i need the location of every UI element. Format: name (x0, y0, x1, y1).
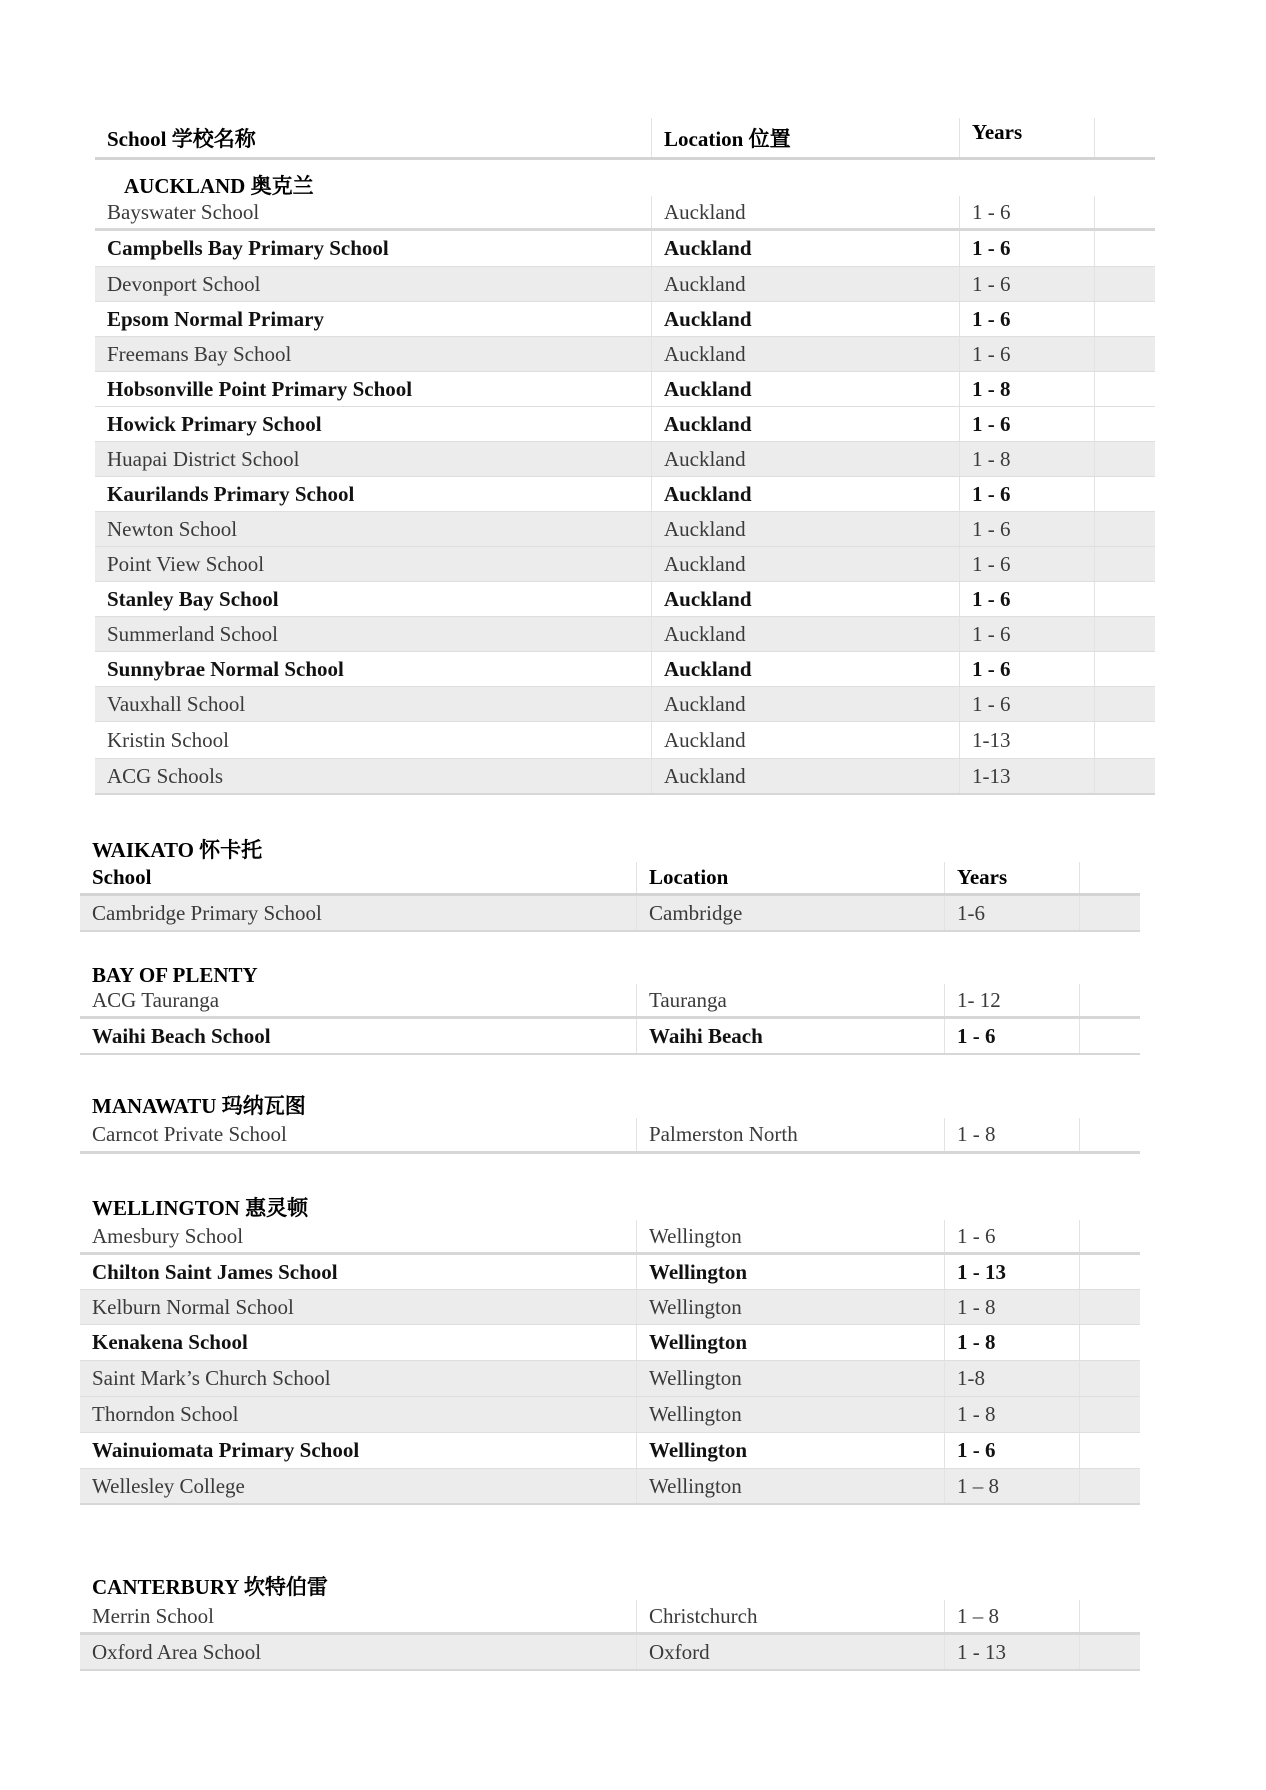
school-years: 1 – 8 (945, 1469, 1080, 1503)
school-years: 1 - 8 (945, 1118, 1080, 1151)
school-name: Sunnybrae Normal School (95, 652, 652, 686)
school-location: Christchurch (637, 1600, 945, 1632)
school-name: ACG Tauranga (80, 984, 637, 1016)
school-years: 1 – 8 (945, 1600, 1080, 1632)
school-name: Freemans Bay School (95, 337, 652, 371)
school-years: 1 - 6 (960, 687, 1095, 721)
school-name: Campbells Bay Primary School (95, 231, 652, 266)
school-years: 1 - 8 (945, 1290, 1080, 1324)
column-header-location: Location (637, 862, 945, 893)
table-row (80, 1397, 1140, 1433)
table-row (80, 1600, 1140, 1635)
school-location: Auckland (652, 442, 960, 476)
school-name: Cambridge Primary School (80, 896, 637, 930)
school-location: Cambridge (637, 896, 945, 930)
region-heading-canterbury: CANTERBURY 坎特伯雷 (92, 1575, 328, 1599)
school-years: 1-13 (960, 722, 1095, 758)
school-name: Summerland School (95, 617, 652, 651)
table-row (95, 337, 1155, 372)
school-years: 1 - 6 (960, 231, 1095, 266)
school-name: Amesbury School (80, 1220, 637, 1252)
table-row (80, 1635, 1140, 1671)
column-header-school: School 学校名称 (95, 118, 652, 157)
table-row (95, 196, 1155, 231)
school-name: Stanley Bay School (95, 582, 652, 616)
table-row (95, 687, 1155, 722)
column-header-years: Years (945, 862, 1080, 893)
table-row (95, 231, 1155, 267)
region-heading-bay-of-plenty: BAY OF PLENTY (92, 963, 258, 987)
school-years: 1-6 (945, 896, 1080, 930)
school-name: Kristin School (95, 722, 652, 758)
school-name: Thorndon School (80, 1397, 637, 1432)
table-row (80, 1118, 1140, 1154)
table-row (80, 1220, 1140, 1255)
school-years: 1 - 6 (960, 617, 1095, 651)
table-row (95, 617, 1155, 652)
table-row (95, 547, 1155, 582)
school-name: Point View School (95, 547, 652, 581)
table-header (95, 118, 1155, 160)
table-row (95, 582, 1155, 617)
table-row (95, 477, 1155, 512)
school-years: 1-13 (960, 759, 1095, 793)
school-name: Carncot Private School (80, 1118, 637, 1151)
school-location: Oxford (637, 1635, 945, 1669)
school-name: Hobsonville Point Primary School (95, 372, 652, 406)
table-row (95, 652, 1155, 687)
school-location: Auckland (652, 407, 960, 441)
canterbury-table (80, 1600, 1140, 1671)
table-row (95, 267, 1155, 302)
school-years: 1 - 6 (960, 652, 1095, 686)
wellington-table (80, 1220, 1140, 1505)
table-row (95, 722, 1155, 759)
school-name: Huapai District School (95, 442, 652, 476)
table-row (80, 1433, 1140, 1469)
table-header (80, 862, 1140, 896)
auckland-rows (95, 196, 1155, 795)
school-location: Wellington (637, 1361, 945, 1396)
school-name: Waihi Beach School (80, 1019, 637, 1053)
school-years: 1 - 6 (960, 407, 1095, 441)
school-location: Auckland (652, 722, 960, 758)
school-years: 1 - 6 (945, 1220, 1080, 1252)
school-years: 1 - 6 (960, 267, 1095, 301)
school-years: 1 - 8 (945, 1325, 1080, 1360)
school-name: Saint Mark’s Church School (80, 1361, 637, 1396)
school-location: Auckland (652, 687, 960, 721)
school-years: 1 - 8 (960, 372, 1095, 406)
school-name: Epsom Normal Primary (95, 302, 652, 336)
school-years: 1 - 6 (960, 512, 1095, 546)
school-years: 1 - 6 (960, 477, 1095, 511)
region-heading-wellington: WELLINGTON 惠灵顿 (92, 1196, 309, 1220)
school-location: Wellington (637, 1220, 945, 1252)
manawatu-table (80, 1118, 1140, 1154)
table-row (95, 407, 1155, 442)
school-location: Wellington (637, 1255, 945, 1289)
school-location: Auckland (652, 652, 960, 686)
school-location: Wellington (637, 1290, 945, 1324)
school-location: Auckland (652, 547, 960, 581)
school-name: Bayswater School (95, 196, 652, 228)
school-years: 1-8 (945, 1361, 1080, 1396)
table-row (80, 984, 1140, 1019)
school-name: Kaurilands Primary School (95, 477, 652, 511)
table-row (80, 1255, 1140, 1290)
school-years: 1 - 13 (945, 1255, 1080, 1289)
school-name: ACG Schools (95, 759, 652, 793)
school-years: 1 - 8 (960, 442, 1095, 476)
school-years: 1 - 6 (960, 196, 1095, 228)
school-years: 1 - 6 (960, 582, 1095, 616)
table-row (95, 372, 1155, 407)
school-name: Kenakena School (80, 1325, 637, 1360)
table-row (80, 1019, 1140, 1055)
school-location: Auckland (652, 337, 960, 371)
waikato-table (80, 862, 1140, 932)
school-location: Waihi Beach (637, 1019, 945, 1053)
school-years: 1 - 6 (960, 547, 1095, 581)
table-row (95, 442, 1155, 477)
school-location: Auckland (652, 196, 960, 228)
school-location: Tauranga (637, 984, 945, 1016)
school-years: 1- 12 (945, 984, 1080, 1016)
school-location: Auckland (652, 759, 960, 793)
school-location: Auckland (652, 477, 960, 511)
school-name: Howick Primary School (95, 407, 652, 441)
table-row (80, 1469, 1140, 1505)
school-name: Wellesley College (80, 1469, 637, 1503)
school-location: Auckland (652, 512, 960, 546)
region-heading-auckland: AUCKLAND 奥克兰 (124, 174, 314, 198)
school-years: 1 - 6 (945, 1019, 1080, 1053)
school-location: Wellington (637, 1397, 945, 1432)
school-location: Auckland (652, 267, 960, 301)
column-header-years: Years (960, 118, 1095, 157)
table-row (95, 759, 1155, 795)
column-header-school: School (80, 862, 637, 893)
table-row (80, 1290, 1140, 1325)
school-location: Wellington (637, 1433, 945, 1468)
school-years: 1 - 6 (960, 302, 1095, 336)
table-row (95, 512, 1155, 547)
school-name: Vauxhall School (95, 687, 652, 721)
school-name: Oxford Area School (80, 1635, 637, 1669)
school-location: Auckland (652, 231, 960, 266)
school-name: Merrin School (80, 1600, 637, 1632)
table-row (95, 302, 1155, 337)
table-row (80, 1361, 1140, 1397)
school-years: 1 - 8 (945, 1397, 1080, 1432)
school-location: Palmerston North (637, 1118, 945, 1151)
school-location: Auckland (652, 617, 960, 651)
school-name: Chilton Saint James School (80, 1255, 637, 1289)
bay-of-plenty-table (80, 984, 1140, 1055)
school-years: 1 - 13 (945, 1635, 1080, 1669)
table-row (80, 1325, 1140, 1361)
school-location: Auckland (652, 582, 960, 616)
school-name: Newton School (95, 512, 652, 546)
auckland-table (95, 118, 1155, 198)
school-location: Auckland (652, 372, 960, 406)
table-row (80, 896, 1140, 932)
school-location: Wellington (637, 1325, 945, 1360)
column-header-location: Location 位置 (652, 118, 960, 157)
school-name: Devonport School (95, 267, 652, 301)
region-heading-waikato: WAIKATO 怀卡托 (92, 838, 263, 862)
school-years: 1 - 6 (960, 337, 1095, 371)
region-heading-manawatu: MANAWATU 玛纳瓦图 (92, 1094, 306, 1118)
school-years: 1 - 6 (945, 1433, 1080, 1468)
school-name: Wainuiomata Primary School (80, 1433, 637, 1468)
school-name: Kelburn Normal School (80, 1290, 637, 1324)
school-location: Wellington (637, 1469, 945, 1503)
school-location: Auckland (652, 302, 960, 336)
